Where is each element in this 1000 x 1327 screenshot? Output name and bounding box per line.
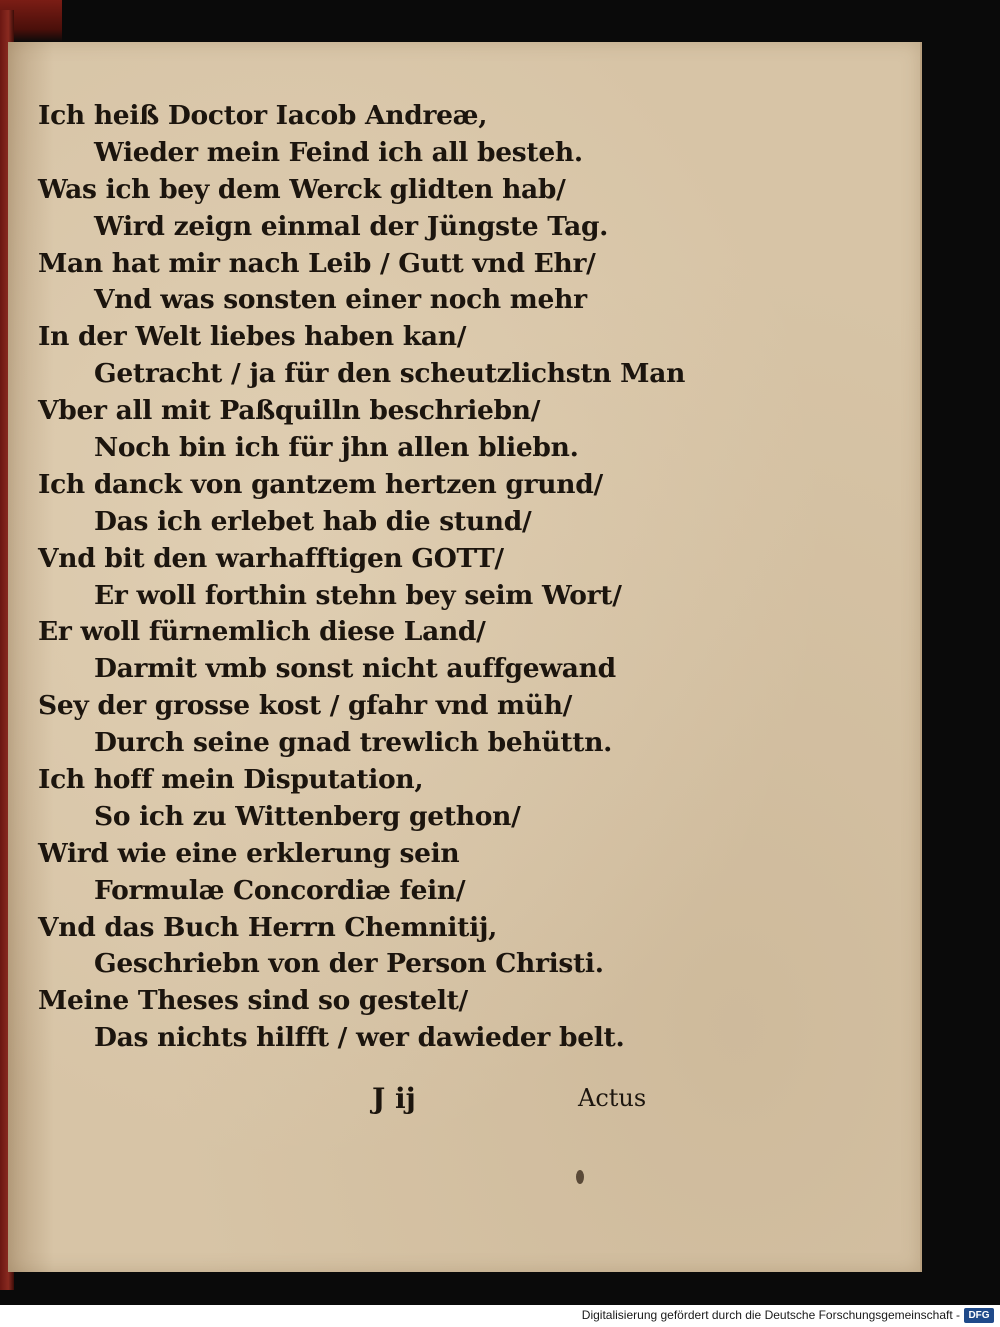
poem-line: Wird zeign einmal der Jüngste Tag. [94, 210, 609, 242]
poem-line: Vnd was sonsten einer noch mehr [94, 284, 587, 316]
poem-line: Das ich erlebet hab die stund/ [94, 505, 532, 537]
poem-line: Noch bin ich für jhn allen bliebn. [94, 432, 579, 464]
poem-line: Sey der grosse kost / gfahr vnd müh/ [38, 690, 573, 722]
poem-line: Er woll forthin stehn bey seim Wort/ [94, 579, 622, 611]
poem-line: Vber all mit Paßquilln beschriebn/ [38, 395, 541, 427]
poem-line: Formulæ Concordiæ fein/ [94, 874, 466, 906]
signature-mark: J ij [372, 1082, 416, 1115]
poem-line: Wieder mein Feind ich all besteh. [94, 136, 583, 168]
poem-line: Vnd bit den warhafftigen GOTT/ [38, 542, 504, 574]
poem-line: Ich danck von gantzem hertzen grund/ [38, 468, 603, 500]
poem-line: Meine Theses sind so gestelt/ [38, 985, 468, 1017]
poem-line: In der Welt liebes haben kan/ [38, 321, 467, 353]
poem-line: Das nichts hilfft / wer dawieder belt. [94, 1022, 625, 1054]
poem-line: Durch seine gnad trewlich behüttn. [94, 727, 613, 759]
poem-line: Getracht / ja für den scheutzlichstn Man [94, 358, 686, 390]
catchword: Actus [578, 1084, 647, 1112]
poem-line: So ich zu Wittenberg gethon/ [94, 800, 521, 832]
poem-line: Man hat mir nach Leib / Gutt vnd Ehr/ [38, 247, 596, 279]
poem-line: Ich heiß Doctor Iacob Andreæ, [38, 100, 488, 131]
ink-spot [576, 1170, 584, 1184]
digitization-notice: Digitalisierung gefördert durch die Deutsche Forschungsgemeinschaft - [581, 1308, 960, 1322]
poem-line: Ich hoff mein Disputation, [38, 764, 424, 796]
poem-line: Wird wie eine erklerung sein [38, 837, 460, 869]
poem-line: Was ich bey dem Werck glidten hab/ [38, 173, 566, 205]
poem-line: Darmit vmb sonst nicht auffgewand [94, 653, 616, 685]
poem-line: Er woll fürnemlich diese Land/ [38, 616, 486, 648]
dfg-logo-icon[interactable]: DFG [964, 1308, 994, 1323]
poem-line: Geschriebn von der Person Christi. [94, 948, 604, 980]
book-page [8, 42, 922, 1272]
page-footer [38, 1082, 678, 1118]
digitization-bar [0, 1305, 1000, 1327]
poem-line: Vnd das Buch Herrn Chemnitij, [38, 911, 498, 943]
poem-text [38, 98, 686, 1057]
